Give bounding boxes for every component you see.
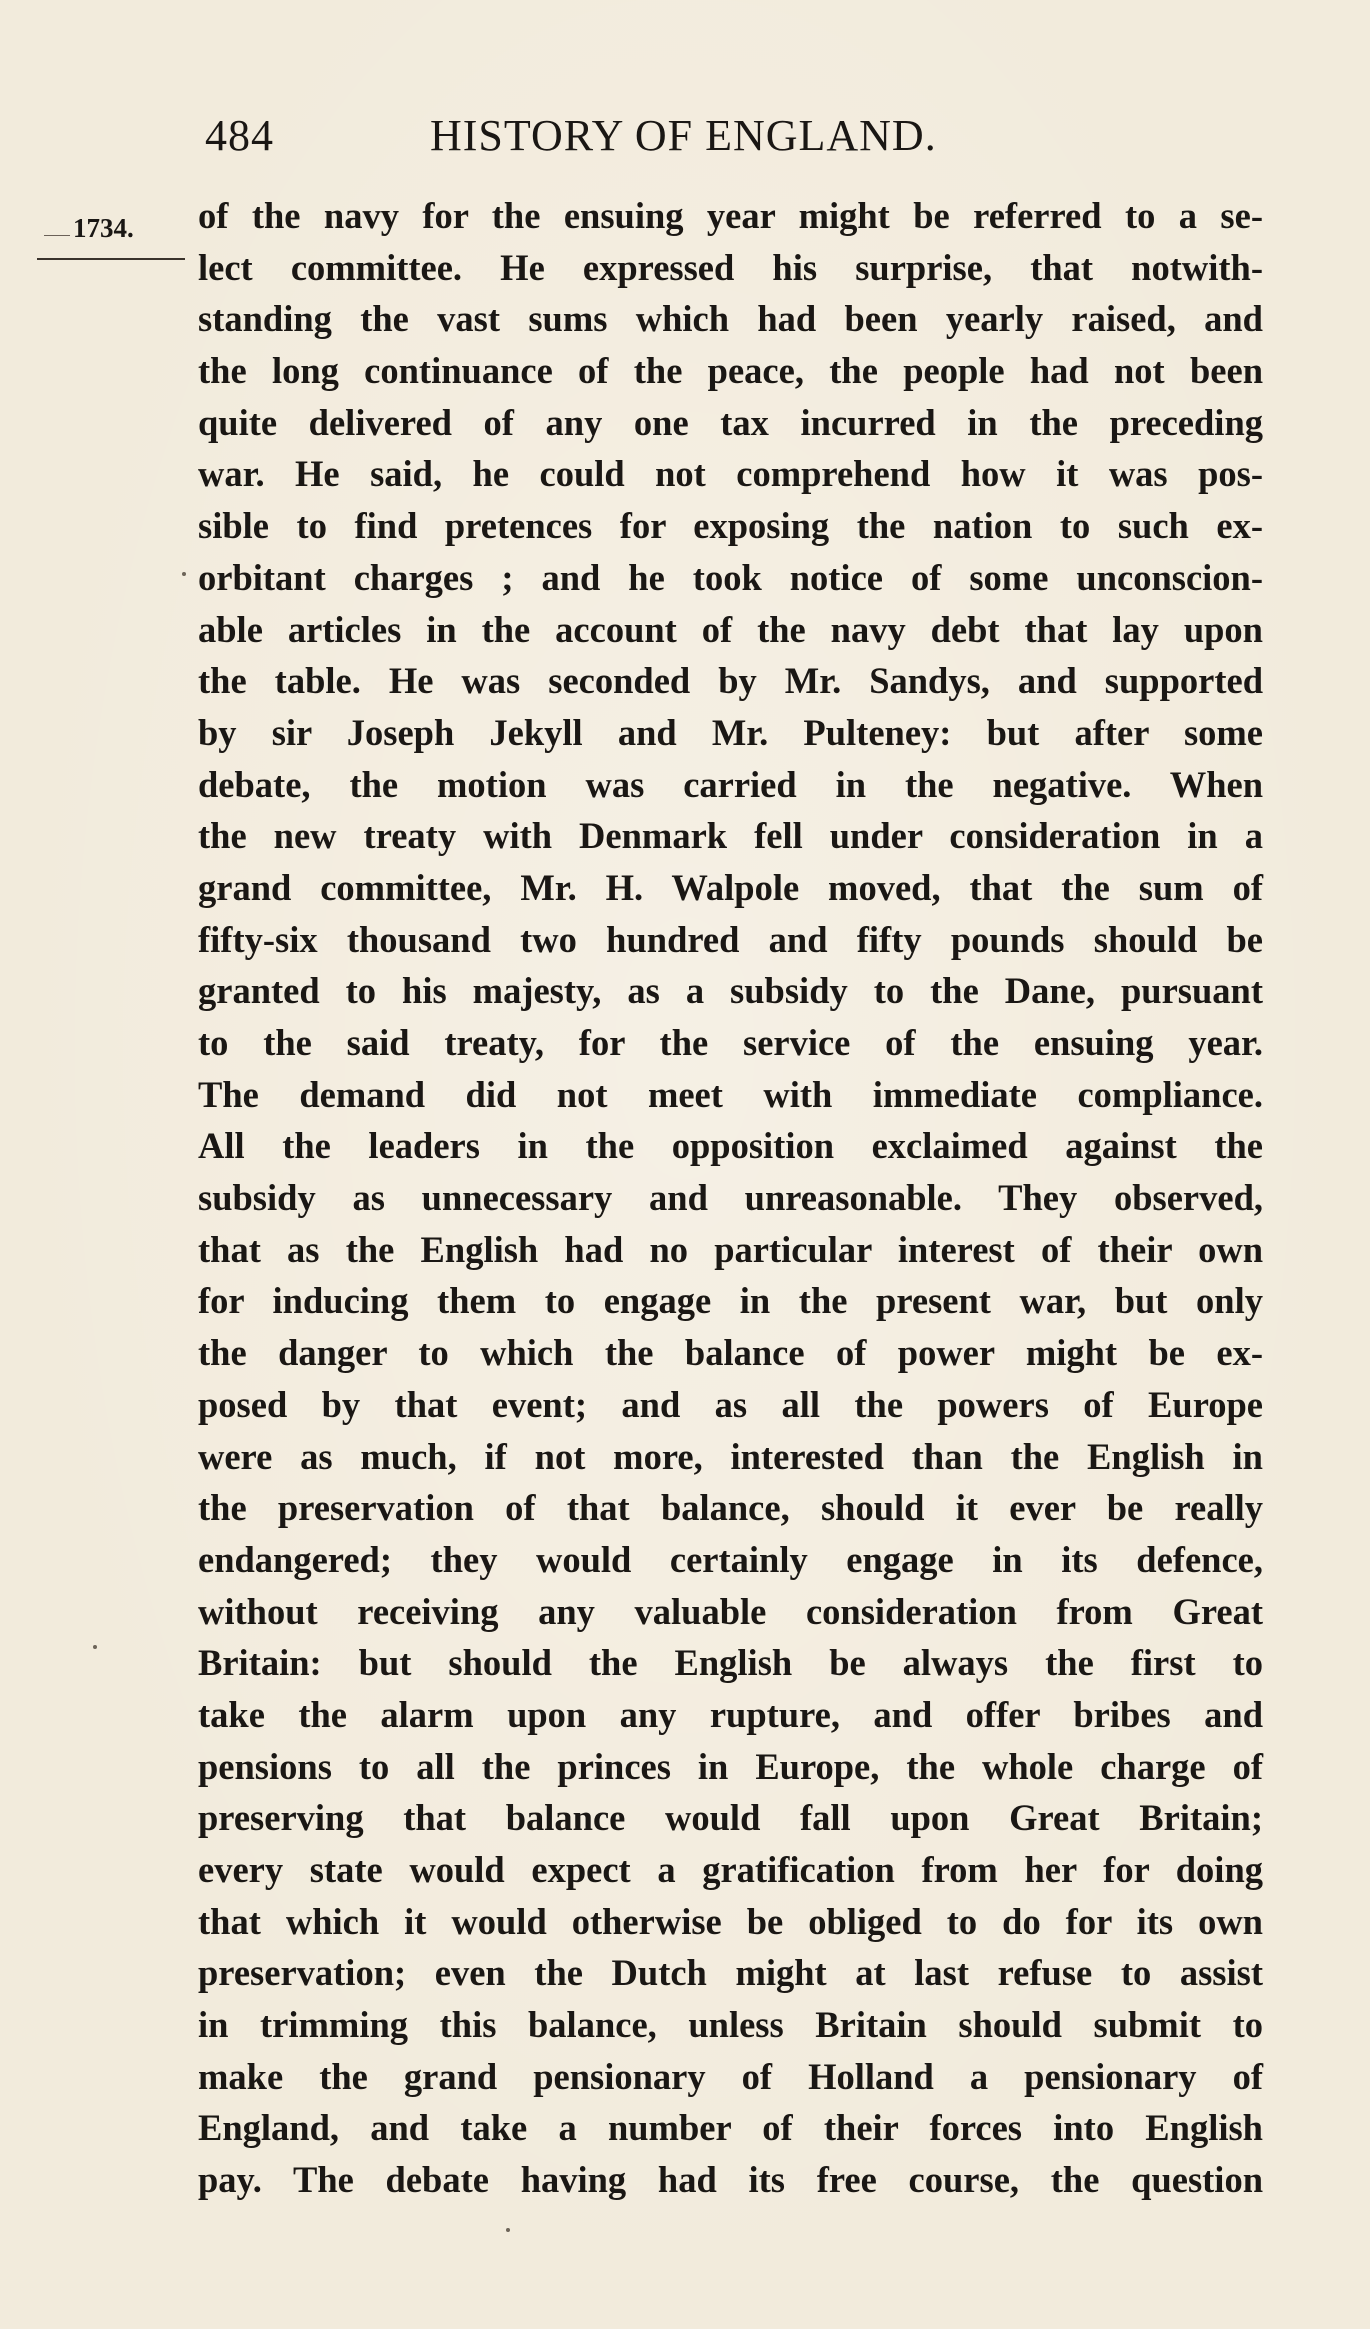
text-line: the new treaty with Denmark fell under consideration in a <box>198 815 1263 857</box>
running-head <box>205 110 1025 170</box>
text-line: All the leaders in the opposition exclaimed against the <box>198 1125 1263 1167</box>
text-line: grand committee, Mr. H. Walpole moved, that the sum of <box>198 866 1263 908</box>
paper-speck <box>182 572 186 576</box>
text-line: in trimming this balance, unless Britain should submit to <box>198 2004 1263 2046</box>
text-line: the table. He was seconded by Mr. Sandys, and supported <box>198 660 1263 702</box>
text-line: preservation; even the Dutch might at last refuse to assist <box>198 1952 1263 1994</box>
text-line: preserving that balance would fall upon Great Britain; <box>198 1797 1263 1839</box>
margin-rule <box>37 258 185 260</box>
running-title: HISTORY OF ENGLAND. <box>430 111 937 160</box>
text-line: of the navy for the ensuing year might be referred to a se- <box>198 195 1263 236</box>
text-line: England, and take a number of their forces into English <box>198 2107 1263 2149</box>
text-line: posed by that event; and as all the powers of Europe <box>198 1383 1263 1425</box>
text-line: The demand did not meet with immediate compliance. <box>198 1073 1263 1115</box>
text-line: pensions to all the princes in Europe, the whole charge of <box>198 1745 1263 1787</box>
text-line: able articles in the account of the navy debt that lay upon <box>198 608 1263 650</box>
text-line: were as much, if not more, interested than the English in <box>198 1435 1263 1477</box>
text-line: endangered; they would certainly engage in its defence, <box>198 1538 1263 1580</box>
text-line: for inducing them to engage in the present war, but only <box>198 1280 1263 1322</box>
text-line: standing the vast sums which had been yearly raised, and <box>198 298 1263 340</box>
text-line: pay. The debate having had its free course, the question <box>198 2159 1263 2201</box>
text-line: quite delivered of any one tax incurred in the preceding <box>198 401 1263 443</box>
paper-speck <box>506 2228 510 2232</box>
margin-year: 1734. <box>73 213 134 243</box>
text-line: that as the English had no particular interest of their own <box>198 1228 1263 1270</box>
text-line: sible to find pretences for exposing the nation to such ex- <box>198 505 1263 547</box>
text-line: the long continuance of the peace, the people had not been <box>198 350 1263 392</box>
page-number: 484 <box>205 111 274 160</box>
text-line: granted to his majesty, as a subsidy to the Dane, pursuant <box>198 970 1263 1012</box>
text-line: take the alarm upon any rupture, and offer bribes and <box>198 1693 1263 1735</box>
text-line: that which it would otherwise be obliged to do for its own <box>198 1900 1263 1942</box>
text-line: to the said treaty, for the service of the ensuing year. <box>198 1022 1263 1063</box>
margin-tick <box>44 235 70 236</box>
text-line: lect committee. He expressed his surprise, that notwith- <box>198 246 1263 288</box>
text-line: the danger to which the balance of power might be ex- <box>198 1332 1263 1374</box>
text-line: war. He said, he could not comprehend how it was pos- <box>198 453 1263 495</box>
text-line: debate, the motion was carried in the negative. When <box>198 763 1263 805</box>
text-line: make the grand pensionary of Holland a pensionary of <box>198 2055 1263 2097</box>
text-line: subsidy as unnecessary and unreasonable. They observed, <box>198 1177 1263 1219</box>
text-line: the preservation of that balance, should it ever be really <box>198 1487 1263 1529</box>
paper-speck <box>93 1645 97 1649</box>
text-line: Britain: but should the English be always the first to <box>198 1642 1263 1684</box>
body-text <box>198 190 1263 2206</box>
text-line: fifty-six thousand two hundred and fifty pounds should be <box>198 918 1263 960</box>
text-line: by sir Joseph Jekyll and Mr. Pulteney: but after some <box>198 711 1263 753</box>
text-line: every state would expect a gratification from her for doing <box>198 1849 1263 1890</box>
text-line: orbitant charges ; and he took notice of some unconscion- <box>198 556 1263 598</box>
text-line: without receiving any valuable consideration from Great <box>198 1590 1263 1632</box>
